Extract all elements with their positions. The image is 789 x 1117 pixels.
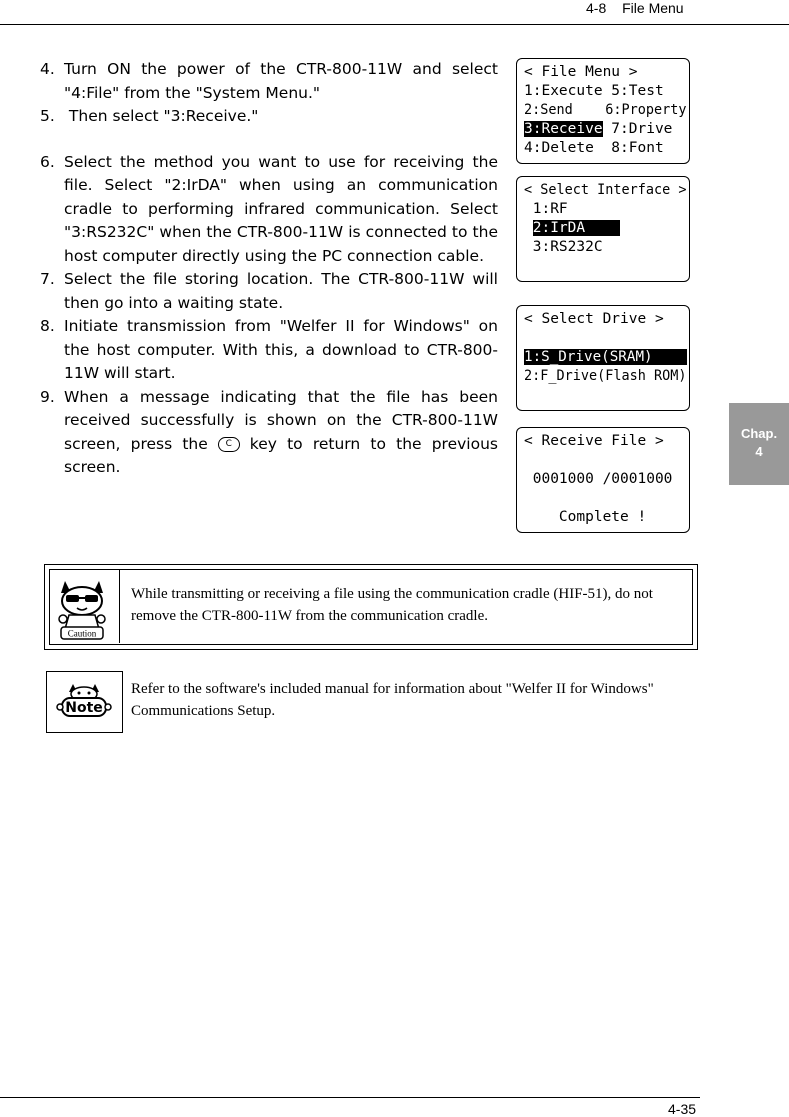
step-text: Initiate transmission from "Welfer II for Windows" on the host computer. With this, a download to CTR-800-11W will start. [64, 317, 498, 382]
step-9 [40, 386, 498, 480]
lcd-row: 4:Delete 8:Font [524, 140, 664, 156]
lcd-title: < File Menu > [524, 64, 638, 80]
caution-icon [49, 569, 120, 643]
lcd-select-drive [516, 305, 690, 411]
footer-rule [0, 1097, 700, 1098]
note-text: Refer to the software's included manual for information about "Welfer II for Windows" Communications Setup. [131, 681, 654, 719]
step-6 [40, 151, 498, 269]
step-8 [40, 315, 498, 386]
lcd-counter: 0001000 /0001000 [524, 471, 673, 487]
lcd-status: Complete ! [524, 509, 647, 525]
note-icon [47, 672, 122, 732]
step-number: 8. [40, 317, 55, 335]
step-number: 4. [40, 60, 55, 78]
page-number: 4-35 [668, 1101, 697, 1117]
note-icon-label: Note [65, 700, 103, 716]
step-number: 6. [40, 152, 55, 171]
lcd-blank-row [524, 451, 689, 470]
caution-cat-icon [49, 569, 119, 643]
lcd-selected-item: 3:Receive [524, 121, 603, 137]
lcd-title: < Receive File > [524, 433, 664, 449]
section-title: File Menu [622, 0, 684, 16]
lcd-row: 1:RF [524, 201, 568, 217]
step-5 [40, 105, 498, 129]
c-key-icon: C [218, 437, 240, 452]
lcd-row: 2:Send 6:Property [524, 102, 687, 118]
lcd-title: < Select Interface > [524, 182, 687, 198]
step-text-after: key to return to the previous screen. [64, 434, 498, 476]
lcd-file-menu [516, 58, 690, 164]
lcd-row: 1:Execute 5:Test [524, 83, 664, 99]
lcd-blank-row [524, 329, 689, 348]
step-text: Select the file storing location. The CTR-800-11W will then go into a waiting state. [64, 270, 498, 312]
step-text-before: When a message indicating that the file has been received successfully is shown on the CTR-800-11W screen, press the [64, 387, 498, 453]
step-number: 5. [40, 107, 55, 125]
header-rule [0, 24, 789, 25]
procedure-steps [40, 58, 498, 480]
lcd-row [524, 120, 689, 139]
chapter-tab-label: Chap. [740, 426, 778, 441]
lcd-row [524, 219, 689, 238]
step-text: Then select "3:Receive." [64, 107, 259, 125]
lcd-blank-row [524, 489, 689, 508]
step-7 [40, 268, 498, 315]
lcd-row-rest: 7:Drive [602, 121, 673, 137]
step-text: Select the method you want to use for receiving the file. Select "2:IrDA" when using an communication cradle to performing infrared communication. Select "3:RS232C" when the CTR-800-11W is connected to the host computer directly using the PC connection cable. [64, 152, 498, 265]
lcd-title: < Select Drive > [524, 311, 664, 327]
lcd-row: 2:F_Drive(Flash ROM) [524, 368, 687, 384]
note-icon-box [46, 671, 123, 733]
lcd-row [524, 348, 686, 367]
lcd-select-interface [516, 176, 690, 282]
step-4 [40, 58, 498, 105]
caution-icon-label: Caution [67, 628, 97, 639]
lcd-selected-item: 2:IrDA [532, 220, 621, 236]
lcd-selected-item: 1:S_Drive(SRAM) [524, 349, 687, 365]
chapter-tab-number: 4 [755, 444, 763, 459]
caution-box [44, 564, 698, 650]
page-header [586, 0, 684, 16]
step-text: Turn ON the power of the CTR-800-11W and select "4:File" from the "System Menu." [64, 60, 498, 102]
caution-text: While transmitting or receiving a file using the communication cradle (HIF-51), do not remove the CTR-800-11W from the communication cradle. [131, 586, 653, 624]
step-number: 9. [40, 387, 55, 406]
lcd-receive-file [516, 427, 690, 533]
chapter-tab [729, 403, 789, 485]
step-text [64, 386, 498, 480]
lcd-row: 3:RS232C [524, 239, 603, 255]
section-number: 4-8 [586, 0, 607, 16]
step-number: 7. [40, 270, 55, 288]
